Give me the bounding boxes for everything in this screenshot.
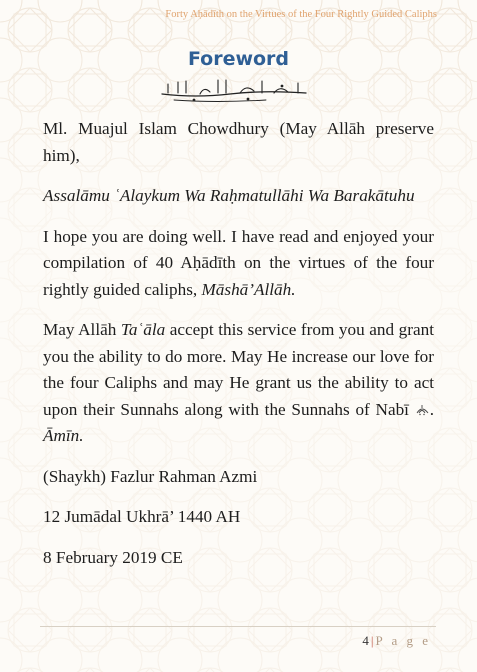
page-number: 4: [362, 633, 369, 648]
addressee-line: Ml. Muajul Islam Chowdhury (May Allāh preserve him),: [43, 119, 434, 165]
running-header: Forty Aḥādīth on the Virtues of the Four Rightly Guided Caliphs: [165, 9, 437, 20]
amin-text: Āmīn.: [43, 426, 84, 445]
paragraph-compilation-text: I hope you are doing well. I have read and enjoyed your compilation of 40 Aḥādīth on the virtues of the four rightly guided caliphs,: [43, 226, 434, 299]
page-footer: [362, 633, 431, 649]
page-label: P a g e: [375, 633, 431, 648]
hijri-date: 12 Jumādal Ukhrā’ 1440 AH: [43, 507, 241, 526]
signature-line: (Shaykh) Fazlur Rahman Azmi: [43, 466, 258, 486]
paragraph-dua: [43, 317, 434, 450]
salutation-honorific-icon: [415, 402, 430, 416]
basmala-calligraphy-icon: [156, 76, 316, 104]
mashaallah-text: Māshā’Allāh.: [201, 279, 296, 299]
greeting-line: Assalāmu ʿAlaykum Wa Raḥmatullāhi Wa Barakātuhu: [43, 186, 415, 205]
paragraph-dua-text-c: .: [429, 399, 434, 419]
paragraph-compilation: [43, 224, 434, 304]
page-title: Foreword: [187, 48, 290, 70]
paragraph-dua-text-a: May Allāh: [43, 320, 121, 339]
taala-text: Taʿāla: [120, 320, 166, 339]
foreword-body: [43, 116, 434, 585]
paragraph-dua-text-b: accept this service from you and grant you the ability to do more. May He increase our love for the four Caliphs and may He grant us the ability to act upon their Sunnahs along with the Sunnahs of Nabī: [43, 320, 434, 419]
footer-separator: |: [370, 633, 374, 648]
gregorian-date: 8 February 2019 CE: [43, 547, 183, 567]
footer-divider: [40, 626, 436, 627]
